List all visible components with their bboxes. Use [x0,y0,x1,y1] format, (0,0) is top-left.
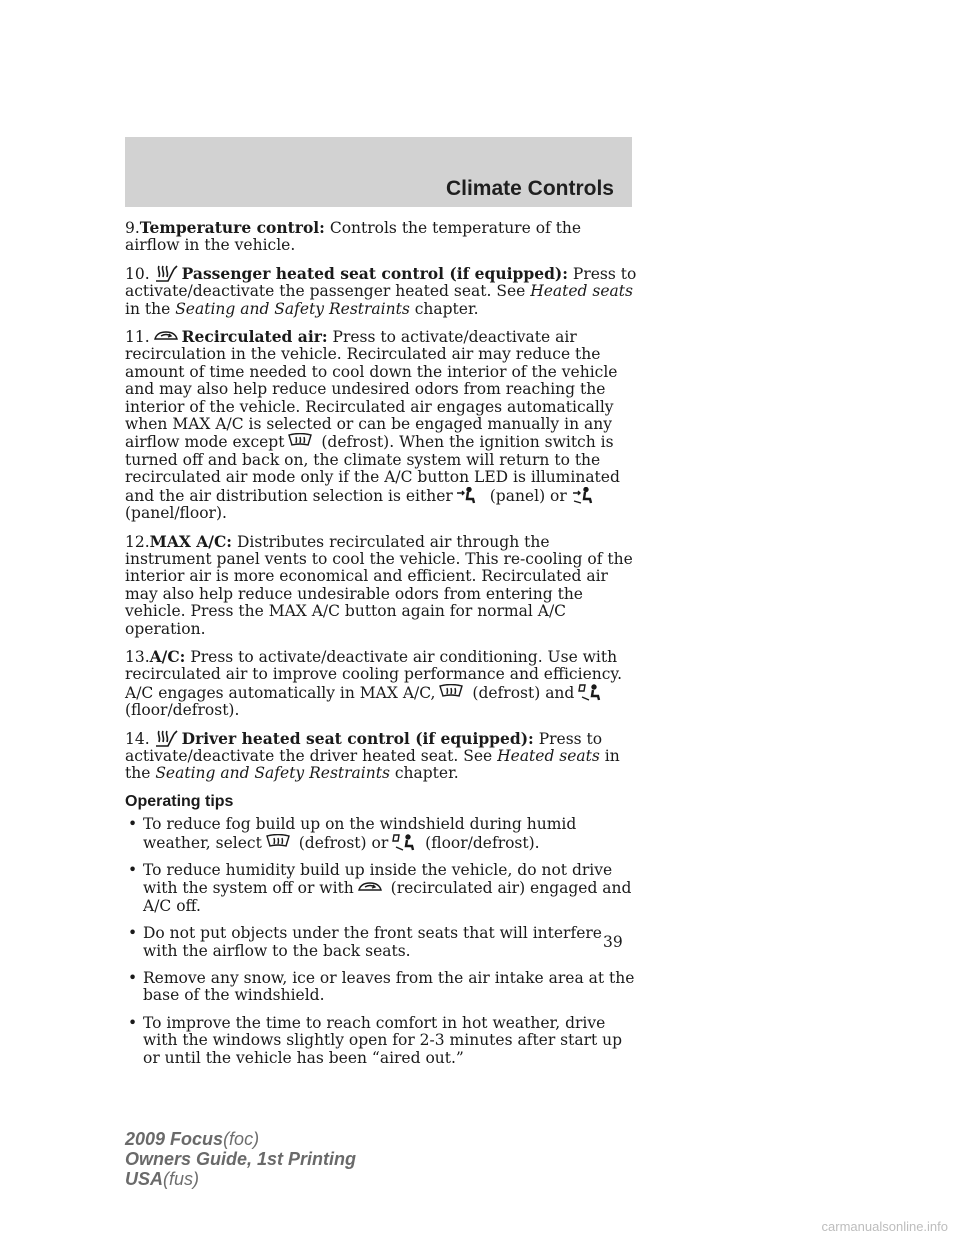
heated-seat-icon [152,730,180,747]
item-label: Passenger heated seat control (if equipped): [181,263,568,283]
item-recirculated-air: 11. Recirculated air: Press to activate/deactivate air recirculation in the vehicle. Recirculated air may reduce the amount of time needed to cool down the interior of the vehicle and may also help reduce undesired odors from reaching the interior of the vehicle. Recirculated air engages automatically when MAX A/C is selected or can be engaged manually in any airflow mode except (defrost). When the ignition switch is turned off and back on, the climate system will return to the recirculated air mode only if the A/C button LED is illuminated and the air distribution selection is either (panel) or (panel/floor). [125,327,620,523]
defrost-icon [264,834,292,851]
defrost-icon [286,433,314,450]
panel-airflow-icon [455,487,483,504]
item-label: Temperature control: [139,218,325,237]
floor-defrost-icon [390,834,418,851]
panel-floor-airflow-icon [569,487,597,504]
list-item: • To reduce humidity build up inside the vehicle, do not drive with the system off or with (recirculated air) engaged and A/C off. [128,861,632,915]
item-max-ac: 12.MAX A/C: Distributes recirculated air through the instrument panel vents to cool the vehicle. This re-cooling of the interior air is more economical and efficient. Recirculated air may also help reduce undesirable odors from entering the vehicle. Press the MAX A/C button again for normal A/C operation. [125,531,633,638]
footer-line: Owners Guide, 1st Printing [125,1149,357,1169]
document-footer [125,1129,356,1189]
operating-tips-list [125,816,637,1067]
list-item: • Remove any snow, ice or leaves from the air intake area at the base of the windshield. [128,969,635,1005]
watermark: carmanualsonline.info [821,1219,948,1234]
item-label: MAX A/C: [149,531,233,551]
operating-tips-heading: Operating tips [125,792,234,810]
item-label: Driver heated seat control (if equipped): [181,728,534,748]
floor-defrost-icon [576,684,604,701]
page-content [125,219,637,1077]
recirculate-icon [152,328,180,345]
footer-line: USA(fus) [125,1169,200,1189]
section-header-band [125,137,632,207]
list-item: • To reduce fog build up on the windshield during humid weather, select (defrost) or (floor/defrost). [128,815,577,852]
item-ac: 13.A/C: Press to activate/deactivate air conditioning. Use with recirculated air to improve cooling performance and efficiency. A/C engages automatically in MAX A/C, (defrost) and (floor/defrost). [125,646,623,720]
recirculate-icon [356,879,384,896]
defrost-icon [437,684,465,701]
bullet: • [128,969,138,988]
heated-seat-icon [152,265,180,282]
bullet: • [128,815,138,834]
item-passenger-heated-seat: 10. Passenger heated seat control (if equipped): Press to activate/deactivate the passenger heated seat. See Heated seats in the Seating and Safety Restraints chapter. [125,263,637,318]
item-label: A/C: [149,646,186,666]
bullet: • [128,924,138,943]
list-item: • To improve the time to reach comfort in hot weather, drive with the windows slightly open for 2-3 minutes after start up or until the vehicle has been “aired out.” [128,1013,623,1067]
item-temperature-control: 9.Temperature control: Controls the temperature of the airflow in the vehicle. [125,218,582,255]
section-title: Climate Controls [445,177,614,200]
bullet: • [128,861,138,879]
bullet: • [128,1013,138,1032]
item-label: Recirculated air: [181,327,328,347]
item-driver-heated-seat: 14. Driver heated seat control (if equipped): Press to activate/deactivate the driver heated seat. See Heated seats in the Seating and Safety Restraints chapter. [125,728,620,783]
footer-line: 2009 Focus(foc) [125,1129,260,1149]
list-item: • Do not put objects under the front seats that will interfere with the airflow to the back seats. [128,924,602,960]
page-number: 39 [603,933,623,951]
